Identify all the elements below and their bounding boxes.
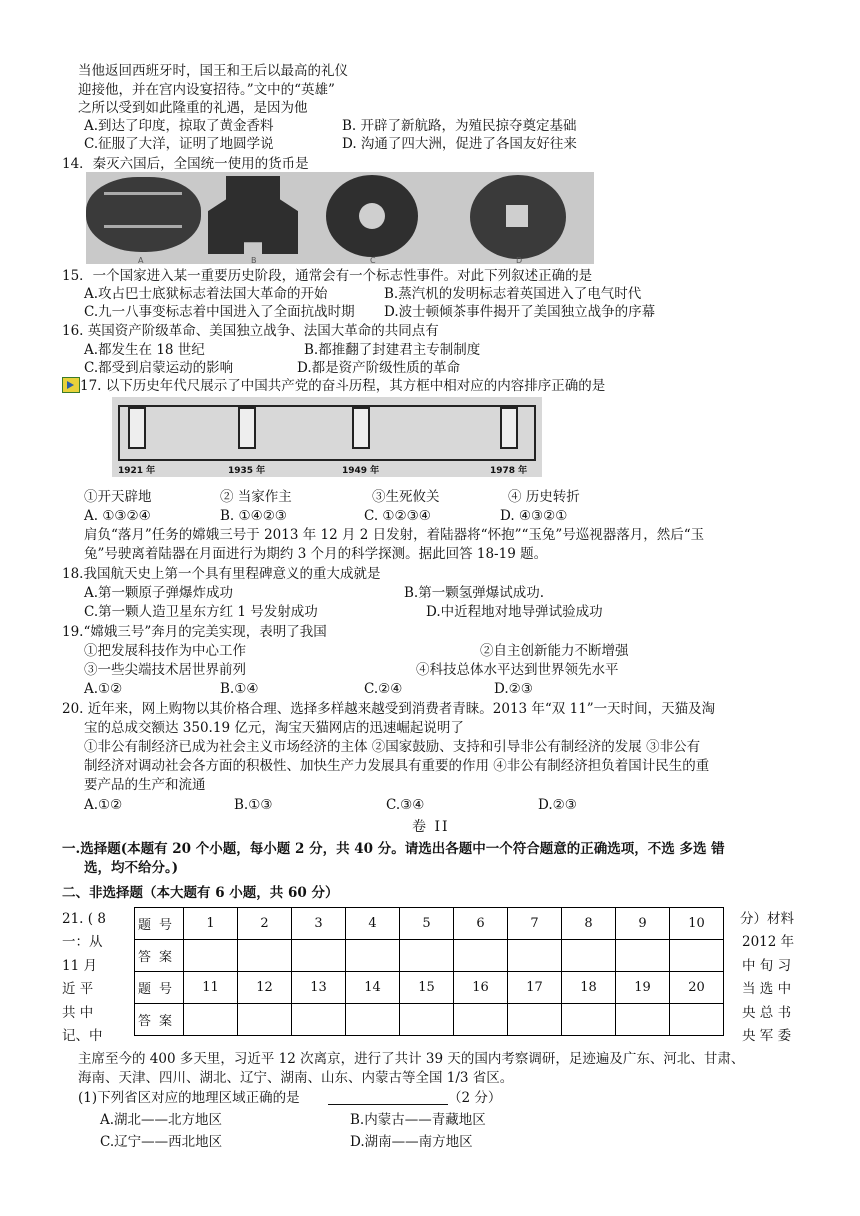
q21-right-3: 中 旬 习 xyxy=(742,958,792,974)
q21-line8: 海南、天津、四川、湖北、辽宁、湖南、山东、内蒙古等全国 1/3 省区。 xyxy=(78,1070,514,1086)
section1-line1: 一.选择题(本题有 20 个小题，每小题 2 分，共 40 分。请选出各题中一个符合题意的正确选项，不选 多选 错 xyxy=(62,841,725,857)
q13-line1: 当他返回西班牙时，国王和王后以最高的礼仪 xyxy=(78,63,348,79)
table-cell: 3 xyxy=(292,908,346,940)
q21-right-6: 央 军 委 xyxy=(742,1028,792,1044)
q21-left-3: 11 月 xyxy=(62,958,97,974)
answer-cell[interactable] xyxy=(292,940,346,972)
q17-option-c: C. ①②③④ xyxy=(364,508,431,524)
coin-b-icon xyxy=(208,176,298,254)
coin-label-d: D xyxy=(516,256,523,264)
q18-option-c: C.第一颗人造卫星东方红 1 号发射成功 xyxy=(84,604,318,620)
q21-left-6: 记、中 xyxy=(62,1028,103,1044)
q21-option-b: B.内蒙古——青藏地区 xyxy=(350,1112,486,1128)
q17-item-3: ③生死攸关 xyxy=(372,489,440,505)
q19-stem: 19.“嫦娥三号”奔月的完美实现，表明了我国 xyxy=(62,624,327,640)
answer-cell[interactable] xyxy=(562,940,616,972)
table-cell: 13 xyxy=(292,972,346,1004)
table-row xyxy=(135,1004,724,1036)
answer-cell[interactable] xyxy=(670,940,724,972)
q13-option-a: A.到达了印度，掠取了黄金香料 xyxy=(84,118,274,134)
table-cell: 17 xyxy=(508,972,562,1004)
q13-option-d: D. 沟通了四大洲，促进了各国友好往来 xyxy=(342,136,577,152)
answer-table xyxy=(134,907,724,1036)
q16-option-c: C.都受到启蒙运动的影响 xyxy=(84,360,234,376)
table-cell: 16 xyxy=(454,972,508,1004)
q17-option-d: D. ④③②① xyxy=(500,508,568,524)
timeline-year-1921: 1921 年 xyxy=(118,466,156,476)
passage-line1: 肩负“落月”任务的嫦娥三号于 2013 年 12 月 2 日发射，着陆器将“怀抱”“玉兔”号巡视器落月，然后“玉 xyxy=(84,527,705,543)
answer-cell[interactable] xyxy=(184,940,238,972)
row-header: 题号 xyxy=(135,972,184,1004)
q17-item-4: ④ 历史转折 xyxy=(508,489,580,505)
answer-cell[interactable] xyxy=(508,1004,562,1036)
q20-option-b: B.①③ xyxy=(234,797,273,813)
q21-left-4: 近 平 xyxy=(62,981,94,997)
q20-line5: 要产品的生产和流通 xyxy=(84,777,206,793)
timeline-year-1935: 1935 年 xyxy=(228,466,266,476)
answer-cell[interactable] xyxy=(454,1004,508,1036)
q16-option-a: A.都发生在 18 世纪 xyxy=(84,342,205,358)
q18-option-d: D.中近程地对地导弹试验成功 xyxy=(426,604,603,620)
q17-item-1: ①开天辟地 xyxy=(84,489,152,505)
answer-cell[interactable] xyxy=(454,940,508,972)
timeline-box-3 xyxy=(352,407,370,449)
row-header: 答案 xyxy=(135,1004,184,1036)
table-cell: 18 xyxy=(562,972,616,1004)
q21-sub1-score: （2 分） xyxy=(448,1090,502,1106)
q18-option-b: B.第一颗氢弹爆试成功. xyxy=(404,585,545,601)
coin-label-a: A xyxy=(138,256,144,264)
passage-line2: 兔”号驶离着陆器在月面进行为期约 3 个月的科学探测。据此回答 18-19 题。 xyxy=(84,546,548,562)
q19-statement-1: ①把发展科技作为中心工作 xyxy=(84,643,246,659)
q15-option-a: A.攻占巴士底狱标志着法国大革命的开始 xyxy=(84,286,328,302)
q19-option-d: D.②③ xyxy=(494,681,533,697)
q20-option-d: D.②③ xyxy=(538,797,577,813)
table-cell: 9 xyxy=(616,908,670,940)
coins-image xyxy=(86,172,594,264)
coin-label-c: C xyxy=(370,256,376,264)
q15-option-c: C.九一八事变标志着中国进入了全面抗战时期 xyxy=(84,304,355,320)
table-cell: 19 xyxy=(616,972,670,1004)
section2-title: 二、非选择题（本大题有 6 小题，共 60 分） xyxy=(62,885,339,901)
q13-line3: 之所以受到如此隆重的礼遇，是因为他 xyxy=(78,100,308,116)
q21-option-c: C.辽宁——西北地区 xyxy=(100,1134,223,1150)
timeline-box-4 xyxy=(500,407,518,449)
answer-cell[interactable] xyxy=(400,940,454,972)
q16-stem: 16. 英国资产阶级革命、美国独立战争、法国大革命的共同点有 xyxy=(62,323,439,339)
timeline-year-1978: 1978 年 xyxy=(490,466,528,476)
answer-cell[interactable] xyxy=(562,1004,616,1036)
table-row xyxy=(135,972,724,1004)
q19-option-c: C.②④ xyxy=(364,681,403,697)
q20-option-a: A.①② xyxy=(84,797,123,813)
q21-right-2: 2012 年 xyxy=(742,934,795,950)
answer-cell[interactable] xyxy=(184,1004,238,1036)
table-cell: 15 xyxy=(400,972,454,1004)
table-cell: 11 xyxy=(184,972,238,1004)
answer-cell[interactable] xyxy=(238,1004,292,1036)
q21-left-5: 共 中 xyxy=(62,1005,94,1021)
q18-option-a: A.第一颗原子弹爆炸成功 xyxy=(84,585,234,601)
coin-label-b: B xyxy=(251,256,257,264)
row-header: 题号 xyxy=(135,908,184,940)
section-title: 卷 II xyxy=(412,819,450,835)
table-cell: 14 xyxy=(346,972,400,1004)
q20-line3: ①非公有制经济已成为社会主义市场经济的主体 ②国家鼓励、支持和引导非公有制经济的发展 ③非公有 xyxy=(84,739,701,755)
q20-line4: 制经济对调动社会各方面的积极性、加快生产力发展具有重要的作用 ④非公有制经济担负着国计民生的重 xyxy=(84,758,710,774)
q21-line7: 主席至今的 400 多天里，习近平 12 次离京，进行了共计 39 天的国内考察调研，足迹遍及广东、河北、甘肃、 xyxy=(78,1051,745,1067)
q13-line2: 迎接他，并在宫内设宴招待。”文中的“英雄” xyxy=(78,82,335,98)
q21-right-1: 分）材料 xyxy=(740,911,794,927)
table-cell: 8 xyxy=(562,908,616,940)
q17-option-a: A. ①③②④ xyxy=(84,508,151,524)
table-cell: 12 xyxy=(238,972,292,1004)
q16-option-b: B.都推翻了封建君主专制制度 xyxy=(304,342,481,358)
q19-option-b: B.①④ xyxy=(220,681,259,697)
timeline-box-2 xyxy=(238,407,256,449)
answer-cell[interactable] xyxy=(508,940,562,972)
answer-cell[interactable] xyxy=(292,1004,346,1036)
answer-cell[interactable] xyxy=(238,940,292,972)
q20-line2: 宝的总成交额达 350.19 亿元，淘宝天猫网店的迅速崛起说明了 xyxy=(84,720,464,736)
table-cell: 1 xyxy=(184,908,238,940)
q17-option-b: B. ①④②③ xyxy=(220,508,287,524)
table-cell: 2 xyxy=(238,908,292,940)
q21-sub1: (1)下列省区对应的地理区域正确的是 xyxy=(78,1090,300,1106)
q16-option-d: D.都是资产阶级性质的革命 xyxy=(297,360,461,376)
q14-stem: 14．秦灭六国后，全国统一使用的货币是 xyxy=(62,156,309,172)
table-cell: 7 xyxy=(508,908,562,940)
q21-right-4: 当 选 中 xyxy=(742,981,792,997)
timeline-year-1949: 1949 年 xyxy=(342,466,380,476)
q13-option-b: B. 开辟了新航路，为殖民掠夺奠定基础 xyxy=(342,118,577,134)
q21-right-5: 央 总 书 xyxy=(742,1005,792,1021)
q13-option-c: C.征服了大洋，证明了地圆学说 xyxy=(84,136,274,152)
table-cell: 10 xyxy=(670,908,724,940)
q15-option-d: D.波士顿倾茶事件揭开了美国独立战争的序幕 xyxy=(384,304,656,320)
q17-item-2: ② 当家作主 xyxy=(220,489,292,505)
q19-statement-2: ②自主创新能力不断增强 xyxy=(480,643,629,659)
answer-cell[interactable] xyxy=(616,1004,670,1036)
answer-cell[interactable] xyxy=(346,1004,400,1036)
q20-option-c: C.③④ xyxy=(386,797,425,813)
q17-stem: 17. 以下历史年代尺展示了中国共产党的奋斗历程，其方框中相对应的内容排序正确的是 xyxy=(80,378,606,394)
q20-line1: 20. 近年来，网上购物以其价格合理、选择多样越来越受到消费者青睐。2013 年“双 11”一天时间，天猫及淘 xyxy=(62,701,716,717)
q19-statement-3: ③一些尖端技术居世界前列 xyxy=(84,662,246,678)
table-row xyxy=(135,940,724,972)
q21-option-a: A.湖北——北方地区 xyxy=(100,1112,223,1128)
table-row xyxy=(135,908,724,940)
answer-cell[interactable] xyxy=(616,940,670,972)
row-header: 答案 xyxy=(135,940,184,972)
q21-left-2: 一：从 xyxy=(62,934,103,950)
table-cell: 5 xyxy=(400,908,454,940)
answer-cell[interactable] xyxy=(346,940,400,972)
q19-statement-4: ④科技总体水平达到世界领先水平 xyxy=(416,662,619,678)
answer-blank[interactable] xyxy=(328,1104,448,1105)
answer-cell[interactable] xyxy=(670,1004,724,1036)
section1-line2: 选，均不给分。) xyxy=(84,860,179,876)
table-cell: 20 xyxy=(670,972,724,1004)
timeline-box-1 xyxy=(128,407,146,449)
speaker-icon xyxy=(62,377,80,393)
table-cell: 4 xyxy=(346,908,400,940)
q19-option-a: A.①② xyxy=(84,681,123,697)
q15-option-b: B.蒸汽机的发明标志着英国进入了电气时代 xyxy=(384,286,642,302)
q18-stem: 18.我国航天史上第一个具有里程碑意义的重大成就是 xyxy=(62,566,381,582)
q21-option-d: D.湖南——南方地区 xyxy=(350,1134,473,1150)
timeline-image xyxy=(112,397,542,477)
answer-cell[interactable] xyxy=(400,1004,454,1036)
q21-left-1: 21. ( 8 xyxy=(62,911,106,927)
q15-stem: 15．一个国家进入某一重要历史阶段，通常会有一个标志性事件。对此下列叙述正确的是 xyxy=(62,268,593,284)
table-cell: 6 xyxy=(454,908,508,940)
